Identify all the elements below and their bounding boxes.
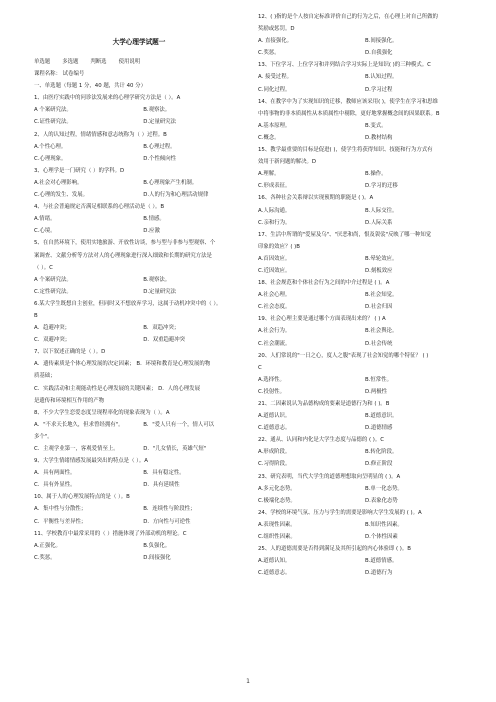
answer-options xyxy=(258,519,472,531)
option-text: C．双避冲突； xyxy=(34,337,71,344)
option-text: C.定性研究法。 xyxy=(34,288,72,295)
answer-options xyxy=(258,301,472,313)
option-text: C.近因效应。 xyxy=(258,267,291,274)
option-text: D.刻板效应 xyxy=(365,267,393,274)
question-line: 13、下位学习、上位学习和并列结合学习实际上是知识( )的三种模式。C xyxy=(258,62,431,69)
question-line: 7、以下叙述正确的是（ ）。D xyxy=(34,349,106,356)
option-text: B.转化阶段。 xyxy=(365,449,398,456)
option-text: C.极端化态势。 xyxy=(258,497,296,504)
option-text: B.观察法。 xyxy=(143,107,171,114)
answer-options xyxy=(258,386,472,398)
option-text: C．平衡性与差异性； xyxy=(34,518,87,525)
section-heading: 一、单选题（每题 1 分，40 题，共计 40 分） xyxy=(34,83,146,90)
option-text: C.社会潮流。 xyxy=(258,340,291,347)
option-text: C.亲和行为。 xyxy=(258,219,291,226)
question-line: 16、各种社会关系辩以实现预期的职能是 ( )。A xyxy=(258,195,374,202)
option-text: D．"儿女情长，英雄气短" xyxy=(143,446,207,452)
option-text: C.概念。 xyxy=(258,134,280,141)
option-text: C.同化过程。 xyxy=(258,86,291,93)
answer-options xyxy=(34,116,244,128)
answer-options xyxy=(34,274,244,286)
header-field: 单选题 xyxy=(34,59,51,65)
header-field: 使用说明 xyxy=(118,59,141,65)
option-text: A 个案研究法。 xyxy=(34,276,72,283)
question-line: 效用于新问题的解决。D xyxy=(258,159,317,166)
question-line: 2、人的认知过程，情绪情感和意志统称为（ ）过程。B xyxy=(34,131,167,138)
option-text: C.社会态度。 xyxy=(258,304,291,311)
header-field: 判断选 xyxy=(90,59,107,65)
answer-options xyxy=(258,71,472,83)
option-text: D.学习的迁移 xyxy=(365,183,398,190)
answer-options xyxy=(34,443,244,455)
option-text: A.首因效应。 xyxy=(258,255,291,262)
option-text: B.晕轮效应。 xyxy=(365,255,398,262)
right-question-list xyxy=(258,11,472,579)
question-line: （ ）。C xyxy=(34,264,53,271)
option-text: D.教材结构 xyxy=(365,134,393,141)
answer-options xyxy=(258,325,472,337)
header-field: 多选题 xyxy=(62,59,79,65)
option-text: D.自我强化 xyxy=(365,50,393,57)
answer-options xyxy=(258,289,472,301)
question-line: 3、心理学是一门研究（ ）的学科。D xyxy=(34,167,125,174)
option-text: A．集中性与分散性； xyxy=(34,506,87,513)
answer-options xyxy=(34,189,244,201)
question-line: 23、研究表明，当代大学生的道德理想取向呈明显的 ( )。A xyxy=(258,473,401,480)
page-title: 大学心理学试题一 xyxy=(112,38,166,46)
answer-options xyxy=(34,552,244,564)
question-line: 案调查、文献分析等方法对人的心理现象进行深入细致和长期的研究方法是 xyxy=(34,252,212,259)
answer-options xyxy=(258,47,472,59)
answer-options xyxy=(258,458,472,470)
answer-options xyxy=(258,338,472,350)
answer-options xyxy=(34,153,244,165)
option-text: B.单一化态势。 xyxy=(365,485,403,492)
option-text: A.表现性因素。 xyxy=(258,521,296,528)
question-line: 19、社会心理主要是通过哪个方面表现出来的？ ( ) A xyxy=(258,316,386,323)
option-text: A．具有两面性。 xyxy=(34,470,76,477)
option-text: B.间接强化。 xyxy=(365,38,398,45)
option-text: A. 接受过程。 xyxy=(258,74,292,81)
option-text: A.社会心理。 xyxy=(258,292,291,299)
question-line: 奖励或惩罚。D xyxy=(258,26,295,33)
question-line: 11、学校教育中最常采用的（ ）措施体现了外部动机的理论。C xyxy=(34,530,187,537)
option-text: C.组织性因素。 xyxy=(258,534,296,541)
option-text: B.心理过程。 xyxy=(143,143,176,150)
option-text: C.投射性。 xyxy=(258,388,286,395)
option-text: C.形成表征。 xyxy=(258,183,291,190)
option-text: D.学习过程 xyxy=(365,86,393,93)
option-text: D．双重趋避冲突 xyxy=(143,337,186,344)
option-text: B.情感。 xyxy=(143,216,165,223)
answer-options xyxy=(258,567,472,579)
question-line: 质基础； xyxy=(34,373,56,380)
question-line: 12、( )指的是个人按自定标准评价自己的行为之后，在心理上对自己所做的 xyxy=(258,14,438,20)
answer-options xyxy=(258,555,472,567)
question-line: 9、大学生情绪情感发展最突出的特点是（ ）。A xyxy=(34,458,148,465)
question-line: C．实践活动和主观能动性是心理发展的关键因素； D．人的心理发展 xyxy=(34,385,200,392)
answer-options xyxy=(258,35,472,47)
question-line: 15、教学最重要的目标是促进( )，使学生将获得知识、技能和行为方式有 xyxy=(258,147,433,154)
option-text: A.基本原理。 xyxy=(258,122,291,129)
option-text: B.负强化。 xyxy=(143,542,171,549)
option-text: D.修正阶段 xyxy=(365,461,393,468)
option-text: A.形成阶段。 xyxy=(258,449,291,456)
answer-options xyxy=(258,132,472,144)
option-text: B.心理现象产生机制。 xyxy=(143,179,198,186)
answer-options xyxy=(34,104,244,116)
option-text: D.道德情感 xyxy=(365,425,393,432)
option-text: C.奖惩。 xyxy=(258,50,280,57)
option-text: C.心理现象。 xyxy=(34,155,67,162)
option-text: C.习得阶段。 xyxy=(258,461,291,468)
option-text: D.表象化态势 xyxy=(365,497,398,504)
question-line: 印象的效应？( )B xyxy=(258,243,300,250)
option-text: B．"爱人只有一个，情人可以 xyxy=(143,421,215,428)
question-line: B xyxy=(34,312,38,319)
question-line: 14、在教学中为了实现知识的迁移，教师应该采用( )，使学生在学习和思维 xyxy=(258,98,438,105)
option-text: D.个体性因素 xyxy=(365,534,398,541)
answer-options xyxy=(258,495,472,507)
option-text: B.社会知觉。 xyxy=(365,292,398,299)
option-text: C.心理的发生、发展。 xyxy=(34,192,88,199)
question-line: 5、在自然环境下，使用实地旅游、开放性访谈，参与型与非参与型观察、个 xyxy=(34,240,216,247)
answer-options xyxy=(34,213,244,225)
answer-options xyxy=(258,168,472,180)
option-text: A. 直接强化。 xyxy=(258,38,292,45)
option-text: D.人际关系 xyxy=(365,219,393,226)
answer-options xyxy=(34,540,244,552)
option-text: C.奖惩。 xyxy=(34,554,56,561)
answer-options xyxy=(258,265,472,277)
option-text: B.人际交往。 xyxy=(365,207,398,214)
question-line: 4、与社会普遍规定否满足相联系的心理活动是（ ）。B xyxy=(34,204,165,211)
option-text: A.情绪。 xyxy=(34,216,56,223)
page-number: 1 xyxy=(246,678,250,685)
answer-options xyxy=(258,205,472,217)
answer-options xyxy=(34,225,244,237)
answer-options xyxy=(34,141,244,153)
answer-options xyxy=(258,410,472,422)
answer-options xyxy=(34,516,244,528)
answer-options xyxy=(34,177,244,189)
question-line: 21、二因素说认为品德构成的要素是道德行为和 ( )。B xyxy=(258,401,390,407)
option-text: D.社会传统 xyxy=(365,340,393,347)
question-line: 中将事物的非本质属性从本质属性中剔除，更好地掌握概念间的因果联系。B xyxy=(258,110,440,117)
answer-options xyxy=(34,334,244,346)
left-question-list xyxy=(34,92,244,564)
option-text: B.变式。 xyxy=(365,122,387,129)
option-text: B.道德意识。 xyxy=(365,413,398,420)
option-text: D．方向性与可逆性 xyxy=(143,518,191,525)
left-column xyxy=(34,56,244,564)
answer-options xyxy=(258,84,472,96)
option-text: A.正强化。 xyxy=(34,542,61,549)
answer-options xyxy=(258,180,472,192)
option-text: D.社会归因 xyxy=(365,304,393,311)
option-text: C.道德意志。 xyxy=(258,425,291,432)
answer-options xyxy=(34,322,244,334)
option-text: D.两极性 xyxy=(365,388,388,395)
course-line: 课程名称： 试卷编号 xyxy=(34,71,85,78)
option-text: B.观察法。 xyxy=(143,276,171,283)
answer-options xyxy=(258,217,472,229)
option-text: C.道德意志。 xyxy=(258,570,291,577)
question-line: 20、人们常说的"一日之心，度人之腹"表现了社会知觉的哪个特征？ ( ) xyxy=(258,352,429,359)
option-text: A.道德认识。 xyxy=(258,413,291,420)
option-text: D.应激 xyxy=(143,228,160,235)
option-text: A.选择性。 xyxy=(258,376,285,383)
option-text: D.个性倾向性 xyxy=(143,155,177,162)
option-text: C．具有外显性。 xyxy=(34,482,76,489)
question-line: 是遗传和环境相互作用的产物 xyxy=(34,397,105,404)
option-text: B.知识性因素。 xyxy=(365,521,403,528)
option-text: A．趋避冲突； xyxy=(34,325,71,332)
answer-options xyxy=(258,422,472,434)
option-text: D.间接强化 xyxy=(143,554,171,561)
option-text: D.人的行为和心理活动规律 xyxy=(143,192,209,199)
question-line: 多个"。 xyxy=(34,433,53,440)
option-text: B.道德情感。 xyxy=(365,558,398,565)
option-text: A.道德认知。 xyxy=(258,558,291,565)
answer-options xyxy=(258,483,472,495)
option-text: A．"不求天长地久，但求曾经拥有"。 xyxy=(34,421,124,428)
option-text: A 个案研究法。 xyxy=(34,107,72,114)
option-text: B．双趋冲突； xyxy=(143,325,180,332)
option-text: A.社会行为。 xyxy=(258,328,291,335)
option-text: B．连续性与阶段性； xyxy=(143,506,196,513)
option-text: C.心境。 xyxy=(34,228,56,235)
question-line: 17、生活中所谓的"爱屋及乌"、"厌恶和尚，恨及袈裟"反映了哪一种知觉 xyxy=(258,231,432,238)
option-text: A.理解。 xyxy=(258,171,280,178)
answer-options xyxy=(258,531,472,543)
option-text: B.认知过程。 xyxy=(365,74,398,81)
answer-options xyxy=(258,374,472,386)
option-text: D．具有延续性 xyxy=(143,482,180,489)
answer-options xyxy=(34,419,244,431)
option-text: A.个性心理。 xyxy=(34,143,67,150)
answer-options xyxy=(34,479,244,491)
option-text: A.多元化态势。 xyxy=(258,485,296,492)
option-text: D.定量研究法 xyxy=(143,288,177,295)
option-text: B.恒常性。 xyxy=(365,376,392,383)
question-line: 8、不少大学生恋爱态度呈现程率化的现象表现为（ ）。A xyxy=(34,409,170,416)
option-text: B．具有稳定性。 xyxy=(143,470,185,477)
question-line: 18、社会规范和个体社会行为之间的中介过程是 ( )。A xyxy=(258,280,390,287)
option-text: C．主观学业第一，客观爱情至上。 xyxy=(34,446,119,452)
answer-options xyxy=(34,503,244,515)
question-line: C xyxy=(258,364,262,371)
option-text: B.社会舆论。 xyxy=(365,328,398,335)
option-text: D.道德行为 xyxy=(365,570,393,577)
question-line: 25、人的道德需要是否得到满足及其所引起的内心体验即 ( )。B xyxy=(258,546,411,553)
answer-options xyxy=(258,446,472,458)
question-line: 10、属于人的心理发展特点的是（ ）。B xyxy=(34,494,130,501)
option-text: A.社会对心理影响。 xyxy=(34,179,83,186)
question-line: 1、由医疗实践中的问诊法发展来的心理学研究方法是（ ）。A xyxy=(34,95,181,102)
question-line: 24、学校的环境气氛、压力与学生的需要是影响大学生发展的 ( )。A xyxy=(258,509,422,516)
option-text: C.证性研究法。 xyxy=(34,119,72,126)
answer-options xyxy=(34,286,244,298)
question-line: A．遗传素质是个体心理发展的决定因素； B．环境和教育是心理发展的物 xyxy=(34,361,211,368)
option-text: B.操作。 xyxy=(365,171,387,178)
right-column xyxy=(258,11,472,579)
answer-options xyxy=(258,253,472,265)
header-fields xyxy=(34,56,244,68)
option-text: D.定量研究法 xyxy=(143,119,177,126)
question-line: 6.某大学生既想自主创业，但同时又不想放弃学习，这属于动机冲突中的（ ）。 xyxy=(34,300,222,307)
answer-options xyxy=(34,467,244,479)
question-line: 22、通从、认同和内化是大学生态度与品德的 ( )。C xyxy=(258,437,385,444)
option-text: A.人际沟通。 xyxy=(258,207,291,214)
answer-options xyxy=(258,120,472,132)
